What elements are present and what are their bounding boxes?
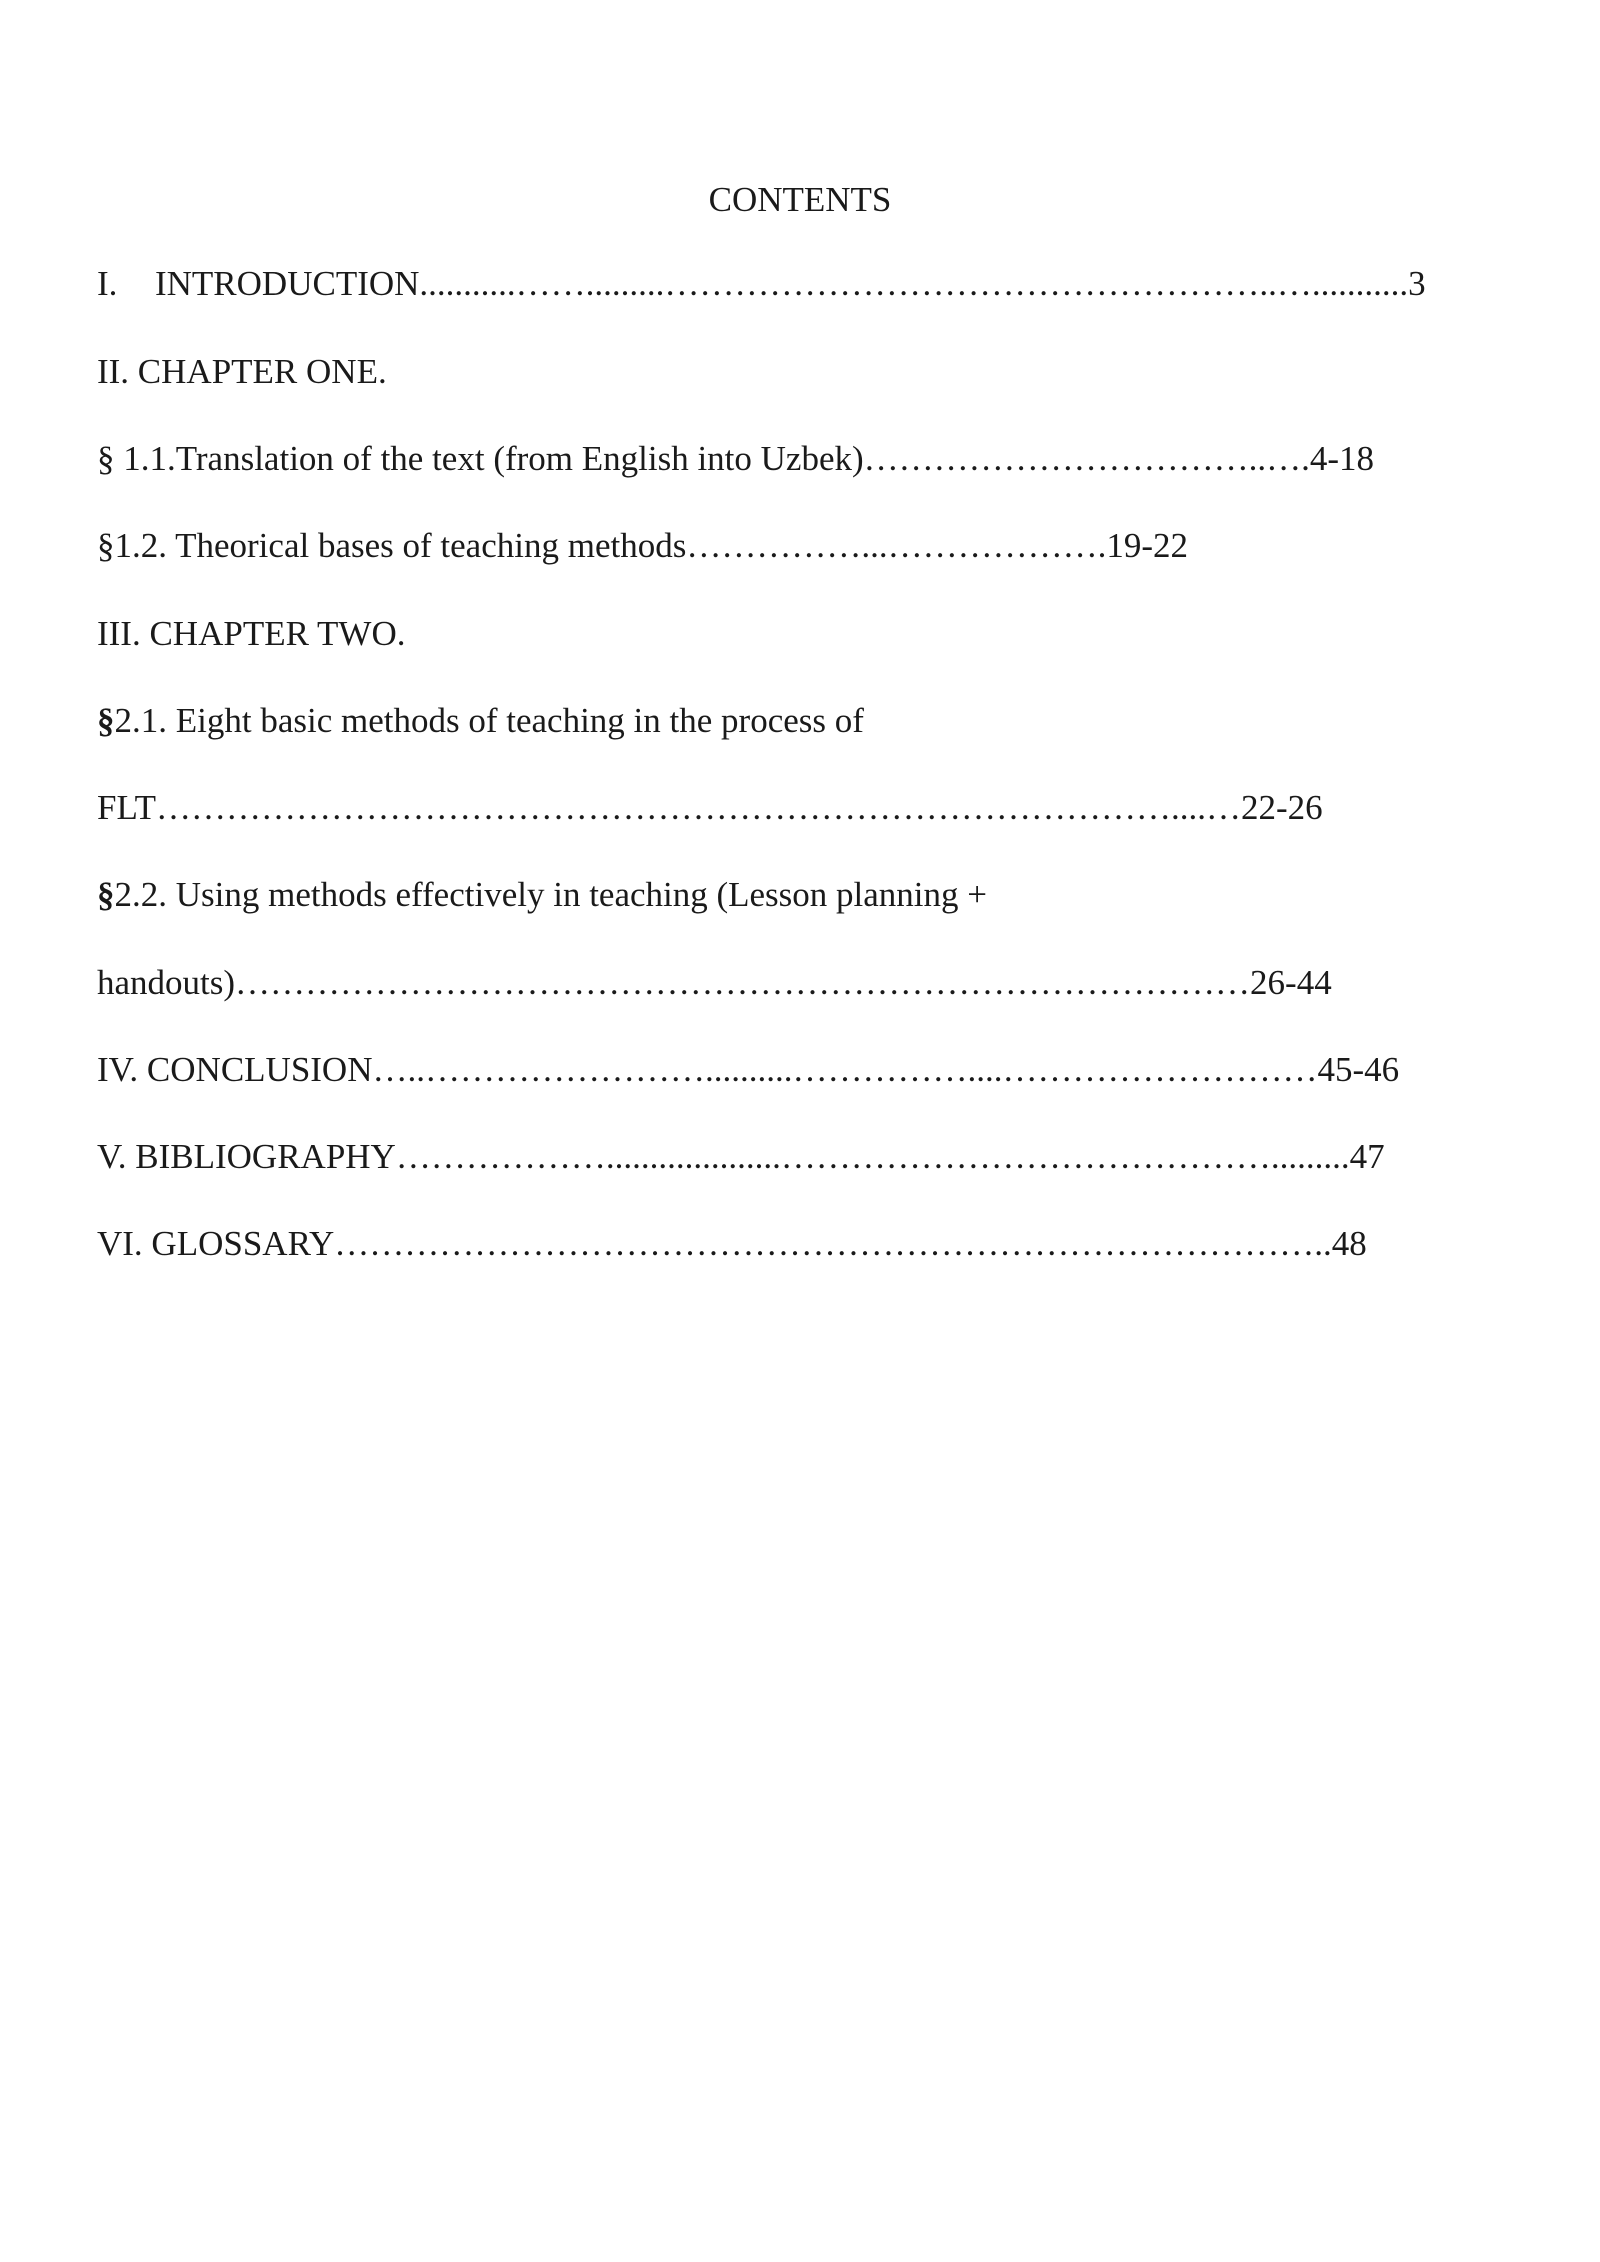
section-sign: § — [97, 875, 115, 914]
toc-entry-section-2-2 — [97, 873, 987, 917]
toc-entry-introduction — [97, 262, 1426, 306]
toc-entry-conclusion: IV. CONCLUSION…..……………………..........……………....………………………45-46 — [97, 1050, 1400, 1089]
page-title: CONTENTS — [708, 180, 892, 219]
toc-entry-chapter-one: II. CHAPTER ONE. — [97, 352, 387, 391]
toc-entry-section-1-1: § 1.1.Translation of the text (from English into Uzbek)……………………………..….4-18 — [97, 439, 1375, 478]
section-sign: § — [97, 701, 115, 740]
toc-entry-text: 2.1. Eight basic methods of teaching in the process of — [114, 701, 864, 740]
toc-entry-chapter-two: III. CHAPTER TWO. — [97, 614, 406, 653]
toc-entry-section-1-2: §1.2. Theorical bases of teaching methods……………...……………….19-22 — [97, 526, 1188, 565]
toc-entry-section-2-2-continued: handouts)……………………………………………………………………………26-44 — [97, 963, 1332, 1002]
toc-entry-text: INTRODUCTION...........…….........……………………………………………..…...........3 — [155, 264, 1426, 303]
toc-entry-section-2-1-continued: FLT……………………………………………………………………………....…22-26 — [97, 788, 1323, 827]
toc-entry-text: 2.2. Using methods effectively in teaching (Lesson planning + — [114, 875, 988, 914]
toc-entry-bibliography: V. BIBLIOGRAPHY………………....................…………………………………….........47 — [97, 1137, 1385, 1176]
toc-entry-section-2-1 — [97, 699, 864, 743]
toc-entry-number: I. — [97, 264, 118, 303]
toc-entry-glossary: VI. GLOSSARY…………………………………………………………………………..48 — [97, 1224, 1367, 1263]
